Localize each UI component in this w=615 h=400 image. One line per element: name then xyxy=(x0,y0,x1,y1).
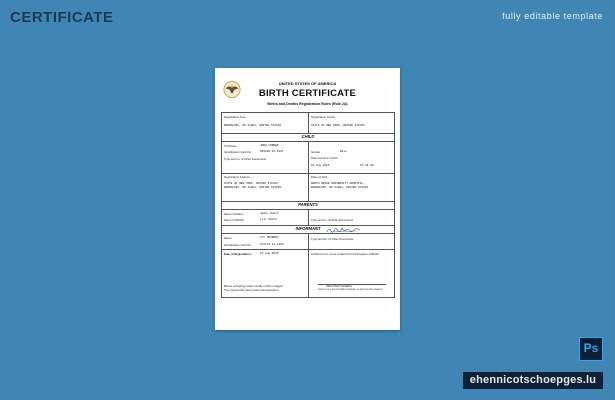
registrar-line1: REGISTRAR GENERAL xyxy=(326,285,353,288)
date-time-label: Date and time of birth xyxy=(311,156,338,160)
registration-area-value: BARNSCURY, NO 21001, UNITED STATES xyxy=(224,124,282,127)
full-name-label: Full Name xyxy=(224,144,237,148)
certified-text: Certified to be a true extract from the Register of Births xyxy=(311,252,379,256)
informant-section-heading: INFORMANT xyxy=(295,226,321,231)
registrar-signature-icon xyxy=(326,226,362,234)
page-title: CERTIFICATE xyxy=(10,9,114,26)
registration-address-line1: STATE OF NEW YORK, UNITED STATES xyxy=(224,182,278,185)
tagline: fully editable template xyxy=(502,11,603,21)
full-name-value: JOHN CORNER xyxy=(260,144,279,147)
country-heading: UNITED STATES OF AMERICA xyxy=(278,81,337,86)
registration-address-line2: BARNSCURY, NO 21001, UNITED STATES xyxy=(224,186,282,189)
registration-centre-value: STATE OF NEW YORK, UNITED STATES xyxy=(311,124,365,127)
mother-value: Lily Smith xyxy=(260,218,277,221)
id-card-value: 985285-15-5451 xyxy=(260,150,284,153)
informant-documents-label: Type and No. of Other Documents xyxy=(311,237,354,241)
place-of-birth-line1: NORTH RIDGE UNIVERSITY HOSPITAL, xyxy=(311,182,365,185)
place-of-birth-line2: BARNSCURY, NO 21001, UNITED STATES xyxy=(311,186,369,189)
other-documents-label: Type and no. of Other Documents xyxy=(224,157,266,161)
registrar-line2: DIRECTOR & REGISTRAR GENERAL OF BIRTHS AND DEATHS xyxy=(318,289,383,291)
date-registration-label: Date of Registration : xyxy=(224,252,253,256)
birth-date-value: 01 Aug 2025 xyxy=(311,164,330,167)
registration-address-label: Registration Address xyxy=(224,175,250,179)
birth-time-value: 15:38 AM xyxy=(360,164,374,167)
registration-centre-label: Registration Centre xyxy=(311,115,336,119)
remarks-line2: The original that were tendered/reregistered xyxy=(224,288,279,292)
informant-name-value: IVY SMIRNOV xyxy=(260,236,279,239)
website-url: ehennicotschoepges.lu xyxy=(463,372,603,389)
place-of-birth-label: Place of birth xyxy=(311,175,328,179)
remarks-line1: Before accepting copies, kindly confirm it aligns xyxy=(224,284,283,288)
certificate-form xyxy=(221,112,395,298)
photoshop-icon: Ps xyxy=(579,337,603,361)
certificate-title: BIRTH CERTIFICATE xyxy=(258,88,357,99)
gender-label: Gender xyxy=(311,150,321,154)
parents-section-heading: PARENTS xyxy=(298,202,318,207)
rules-subtitle: Births and Deaths Registration Rules (Rule 2A) xyxy=(267,102,348,106)
gender-value: Male xyxy=(340,150,347,153)
father-value: James Smith xyxy=(260,212,279,215)
informant-name-label: Name xyxy=(224,236,232,240)
informant-id-value: 872731-21-1488 xyxy=(260,243,284,246)
birth-certificate-document xyxy=(215,68,400,330)
date-registration-value: 15 Aug 2025 xyxy=(260,252,279,255)
id-card-label: Identification Card No xyxy=(224,150,251,154)
registration-area-label: Registration Area xyxy=(224,115,246,119)
informant-id-label: Identification Card No xyxy=(224,243,251,247)
mother-label: Name of Mother xyxy=(224,218,245,222)
father-label: Name of Father xyxy=(224,212,244,216)
parents-documents-label: Type and no. of Other Documents xyxy=(311,218,353,222)
child-section-heading: CHILD xyxy=(301,134,315,139)
